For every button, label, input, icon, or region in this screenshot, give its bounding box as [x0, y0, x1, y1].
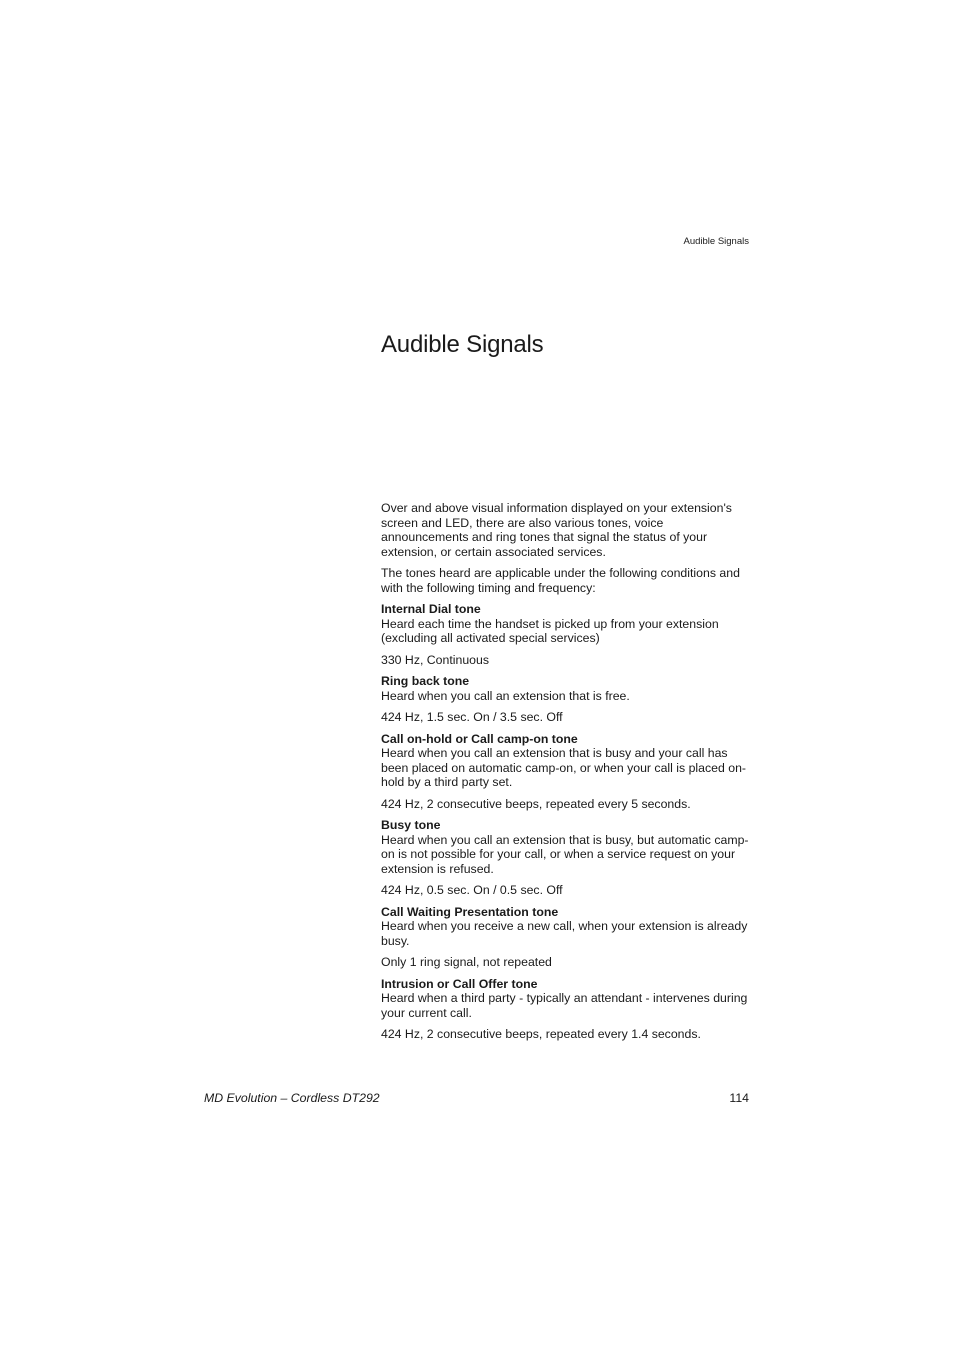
tone-entry	[381, 602, 753, 667]
tone-name: Internal Dial tone	[381, 602, 481, 617]
tone-entry	[381, 732, 753, 812]
tone-entry	[381, 905, 753, 970]
tone-description: Heard when a third party - typically an attendant - intervenes during your current call.	[381, 991, 748, 1020]
tone-name: Ring back tone	[381, 674, 470, 689]
tone-description: Heard when you call an extension that is busy, but automatic camp-on is not possible for your call, or when a service request on your extension is refused.	[381, 832, 749, 876]
footer-page-number: 114	[729, 1091, 749, 1105]
body-content	[381, 501, 753, 1049]
tone-description: Heard when you receive a new call, when your extension is already busy.	[381, 919, 748, 948]
page-title: Audible Signals	[381, 331, 544, 358]
tone-name: Call Waiting Presentation tone	[381, 904, 559, 919]
tone-entry	[381, 977, 753, 1042]
tone-description: Heard when you call an extension that is free.	[381, 688, 630, 703]
tone-description: Heard each time the handset is picked up from your extension (excluding all activated special services)	[381, 616, 719, 646]
tone-entry	[381, 674, 753, 725]
intro-paragraph: Over and above visual information displayed on your extension's screen and LED, there are also various tones, voice announcements and ring tones that signal the status of your extension, or certain associated services.	[381, 501, 732, 559]
tone-name: Intrusion or Call Offer tone	[381, 976, 538, 991]
footer-document-title: MD Evolution – Cordless DT292	[204, 1091, 380, 1105]
tone-entry	[381, 818, 753, 898]
intro-paragraph: The tones heard are applicable under the following conditions and with the following timing and frequency:	[381, 566, 740, 595]
tone-spec: 424 Hz, 2 consecutive beeps, repeated every 5 seconds.	[381, 796, 691, 811]
tone-spec: 424 Hz, 0.5 sec. On / 0.5 sec. Off	[381, 883, 563, 898]
tone-name: Call on-hold or Call camp-on tone	[381, 731, 578, 746]
tone-spec: 424 Hz, 2 consecutive beeps, repeated every 1.4 seconds.	[381, 1027, 701, 1042]
tone-description: Heard when you call an extension that is busy and your call has been placed on automatic camp-on, or when your call is placed on-hold by a third party set.	[381, 746, 747, 790]
tone-spec: 424 Hz, 1.5 sec. On / 3.5 sec. Off	[381, 710, 563, 725]
running-header: Audible Signals	[683, 236, 749, 247]
tone-name: Busy tone	[381, 818, 441, 833]
tone-spec: Only 1 ring signal, not repeated	[381, 955, 552, 970]
tone-spec: 330 Hz, Continuous	[381, 652, 490, 667]
